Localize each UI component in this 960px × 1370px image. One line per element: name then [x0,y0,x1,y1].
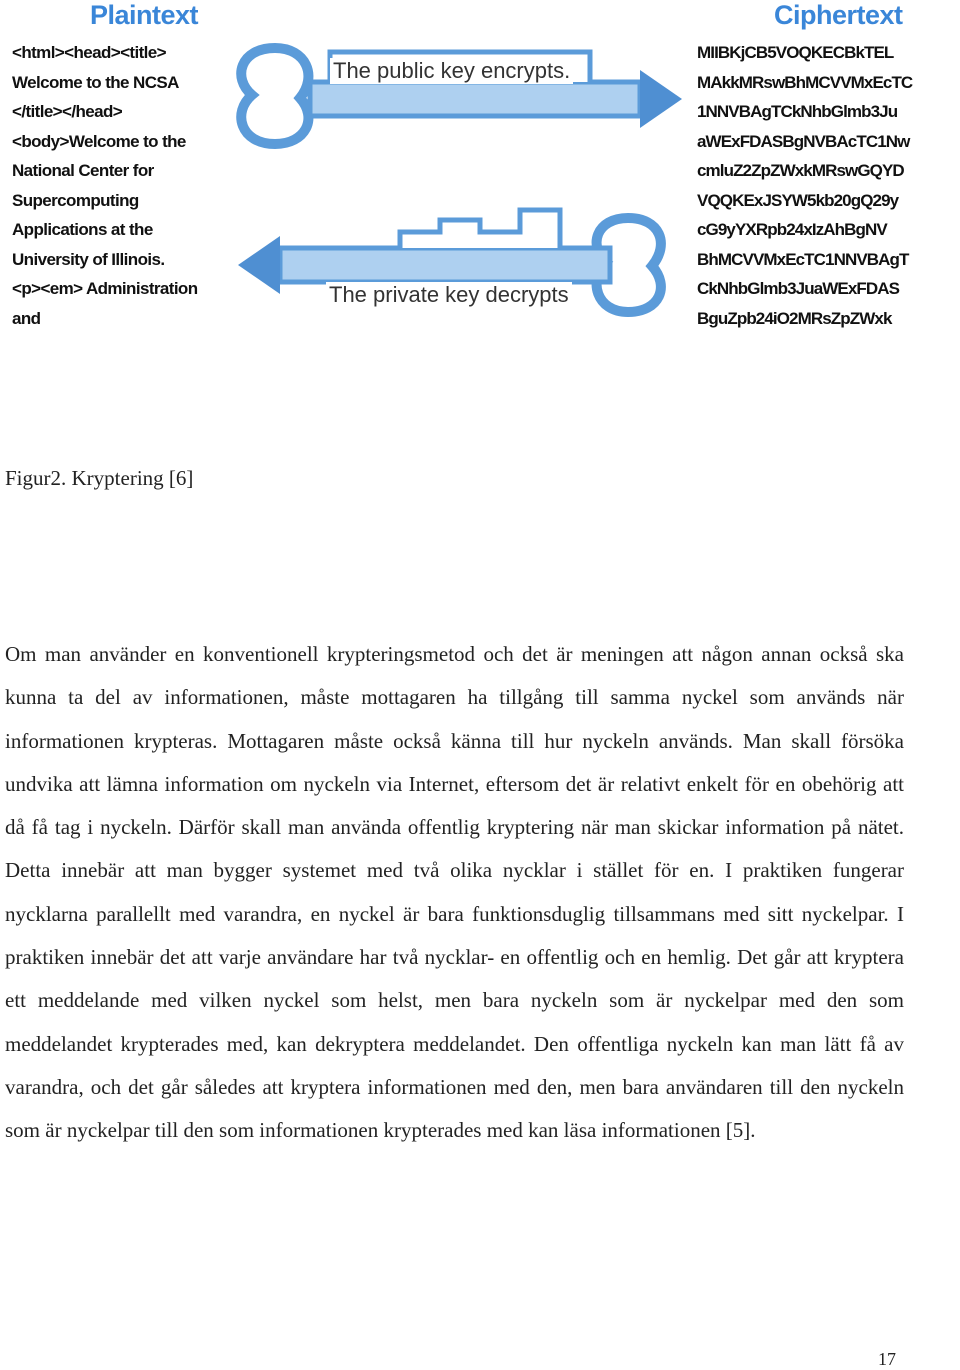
plaintext-line: <p><em> Administration [12,279,198,298]
plaintext-line: National Center for [12,161,154,180]
plaintext-line: and [12,308,41,328]
private-key-label: The private key decrypts [326,282,572,308]
ciphertext-line: 1NNVBAgTCkNhbGlmb3Ju [697,102,898,121]
ciphertext-block [697,38,912,333]
plaintext-line: </title></head> [12,102,123,121]
public-key-label: The public key encrypts. [330,58,573,84]
plaintext-heading: Plaintext [90,0,199,30]
plaintext-line: <body>Welcome to the [12,131,186,151]
plaintext-line: Supercomputing [12,190,139,210]
ciphertext-line: BhMCVVMxEcTC1NNVBAgT [697,249,909,269]
figure-caption: Figur2. Kryptering [6] [5,466,194,490]
ciphertext-line: VQQKExJSYW5kb20gQ29y [697,190,899,210]
ciphertext-line: BguZpb24iO2MRsZpZWxk [697,308,892,328]
ciphertext-line: CkNhbGlmb3JuaWExFDAS [697,279,900,298]
ciphertext-line: aWExFDASBgNVBAcTC1Nw [697,131,910,151]
page-number: 17 [878,1349,896,1369]
ciphertext-line: cG9yYXRpb24xIzAhBgNV [697,220,887,239]
ciphertext-heading: Ciphertext [774,0,903,30]
plaintext-line: Welcome to the NCSA [12,72,179,92]
body-paragraph: Om man använder en konventionell krypteringsmetod och det är meningen att någon annan också ska kunna ta del av informationen, måste mottagaren ha tillgång till samma nyckel som används när informationen krypteras. Mottagaren måste också känna till hur nyckeln används. Man skall försöka undvika att lämna information om nyckeln via Internet, eftersom det är relativt enkelt för en obehörig att då få tag i nyckeln. Därför skall man använda offentlig kryptering när man skickar information på nätet. Detta innebär att man bygger systemet med två olika nycklar i stället för en. I praktiken fungerar nycklarna parallellt med varandra, en nyckel är bara funktionsduglig tillsammans med sitt nyckelpar. I praktiken innebär det att varje användare har två nycklar- en offentlig och en hemlig. Det går att kryptera ett meddelande med vilken nyckel som helst, men bara nyckeln som är nyckelpar med den som meddelandet krypterades med, kan dekryptera meddelandet. Den offentliga nyckeln kan man lätt få av varandra, och det går således att kryptera informationen med den, men bara användaren till den nyckeln som är nyckelpar till den som informationen krypterades med kan läsa informationen [5]. [5,642,904,1143]
plaintext-line: Applications at the [12,220,153,239]
ciphertext-line: cmluZ2ZpZWxkMRswGQYD [697,161,904,180]
plaintext-line: University of Illinois. [12,249,165,269]
encryption-figure [0,0,960,340]
ciphertext-line: MAkkMRswBhMCVVMxEcTC [697,72,913,92]
plaintext-line: <html><head><title> [12,43,166,62]
ciphertext-line: MIIBKjCB5VOQKECBkTEL [697,43,894,62]
